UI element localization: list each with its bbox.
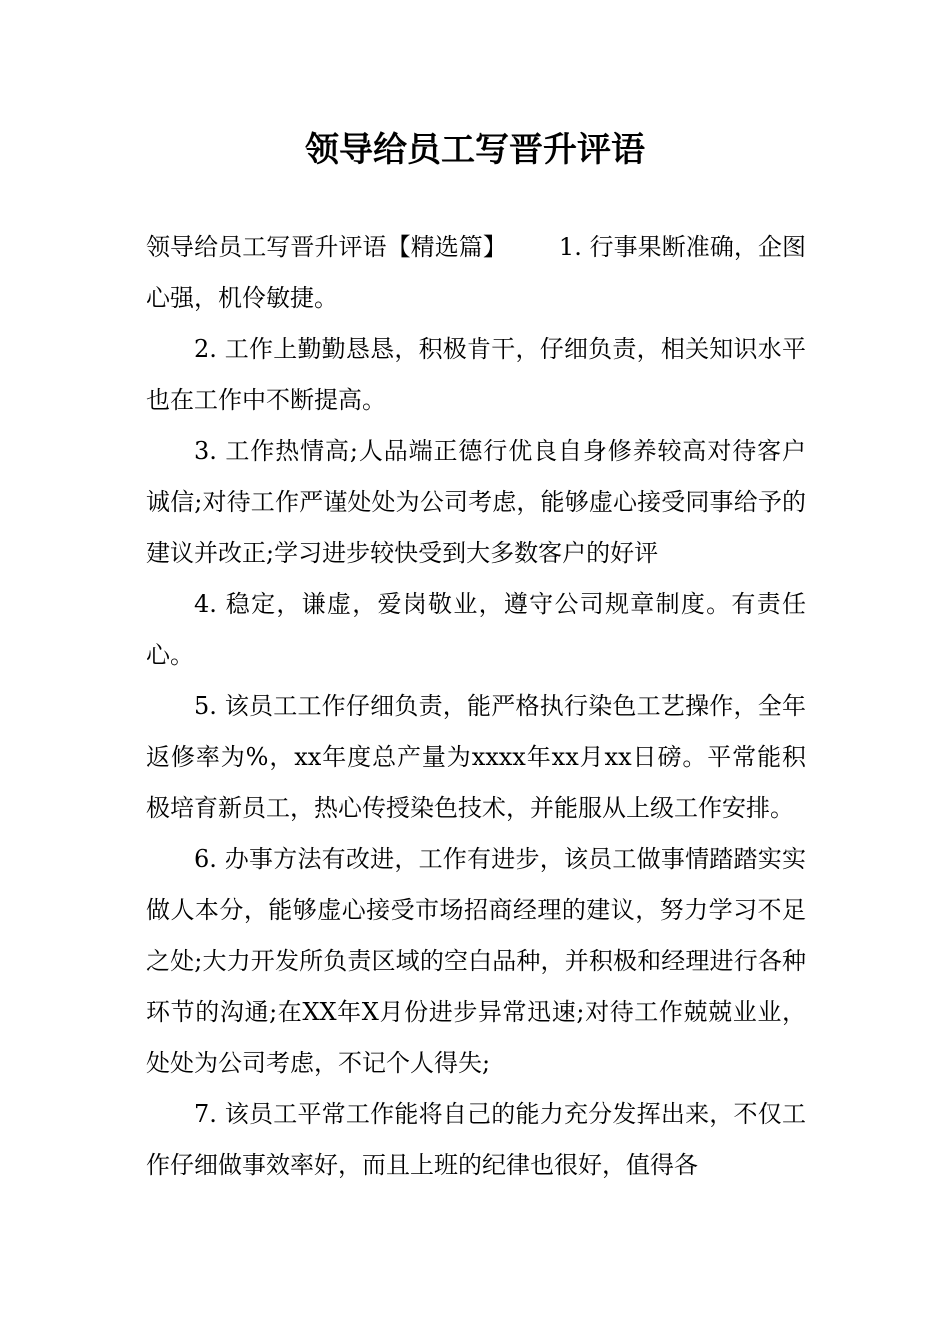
paragraph-6: 6. 办事方法有改进，工作有进步，该员工做事情踏踏实实做人本分，能够虚心接受市场招商经理的建议，努力学习不足之处;大力开发所负责区域的空白品种，并积极和经理进行各种环节的沟通;在XX年X月份进步异常迅速;对待工作兢兢业业，处处为公司考虑，不记个人得失; (146, 845, 806, 1077)
document-title: 领导给员工写晋升评语 (305, 130, 645, 170)
paragraph-1-text: 1. 行事果断准确，企图心强，机伶敏捷。 (146, 233, 806, 312)
paragraph-7: 7. 该员工平常工作能将自己的能力充分发挥出来，不仅工作仔细做事效率好，而且上班的纪律也很好，值得各 (146, 1100, 806, 1179)
document-body (146, 222, 806, 1191)
paragraph-2: 2. 工作上勤勤恳恳，积极肯干，仔细负责，相关知识水平也在工作中不断提高。 (146, 335, 806, 414)
paragraph-4: 4. 稳定，谦虚，爱岗敬业，遵守公司规章制度。有责任心。 (146, 590, 806, 669)
paragraph-3: 3. 工作热情高;人品端正德行优良自身修养较高对待客户诚信;对待工作严谨处处为公司考虑，能够虚心接受同事给予的建议并改正;学习进步较快受到大多数客户的好评 (146, 437, 806, 567)
intro-heading: 领导给员工写晋升评语【精选篇】 (146, 233, 507, 261)
paragraph-5: 5. 该员工工作仔细负责，能严格执行染色工艺操作，全年返修率为%，xx年度总产量为xxxx年xx月xx日磅。平常能积极培育新员工，热心传授染色技术，并能服从上级工作安排。 (146, 692, 806, 822)
paragraph-intro (146, 222, 806, 324)
